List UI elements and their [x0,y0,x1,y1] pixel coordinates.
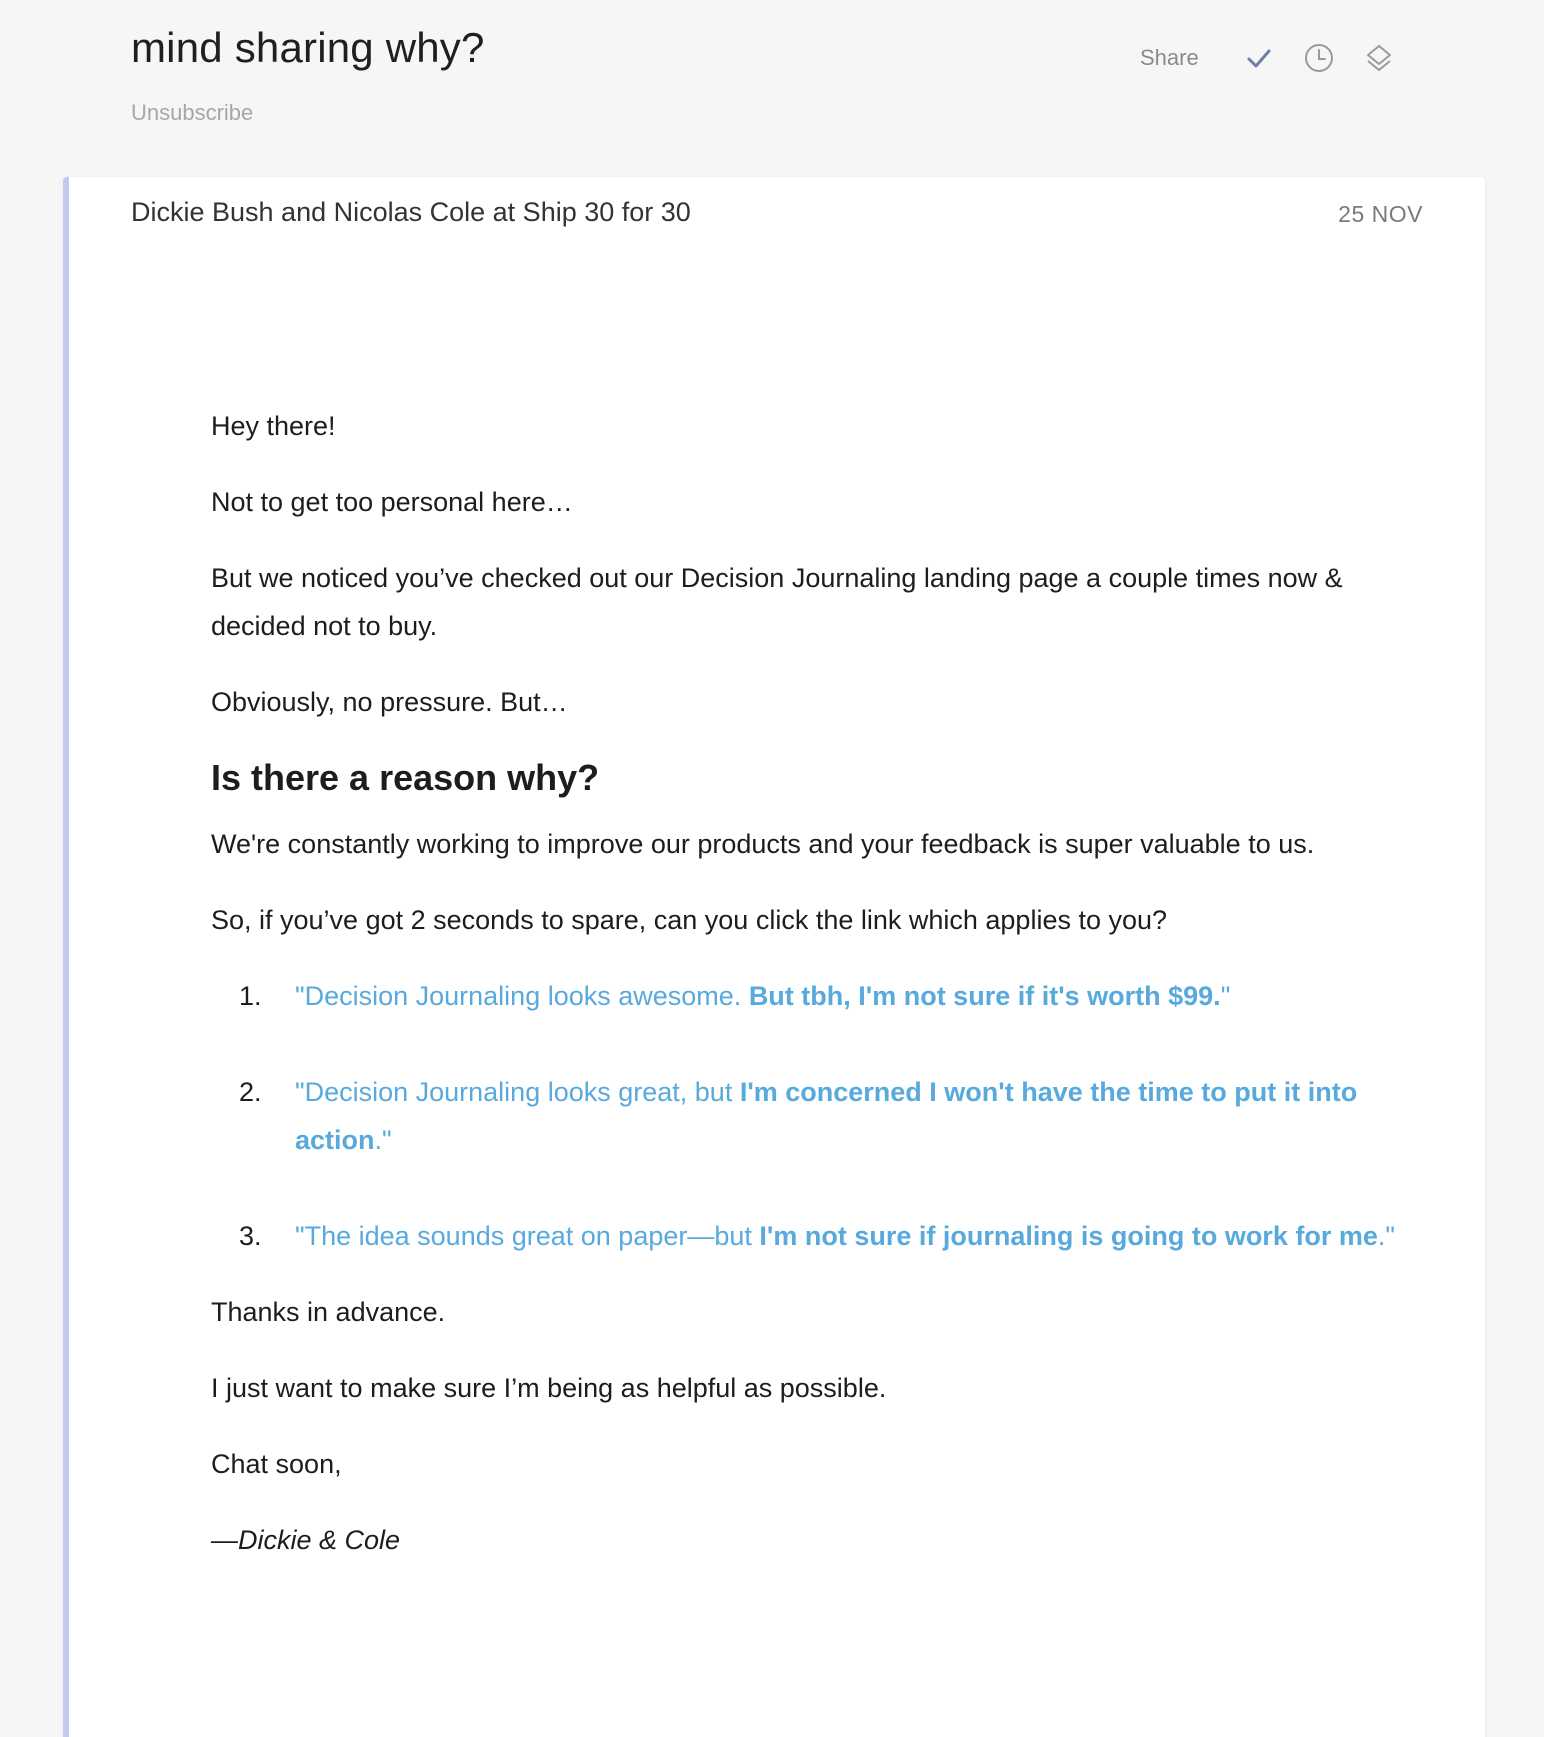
email-header [0,0,1544,175]
share-button[interactable]: Share [1140,45,1199,70]
paragraph-noticed: But we noticed you’ve checked out our Decision Journaling landing page a couple times now & decided not to buy. [211,563,1343,641]
header-actions [1140,38,1423,78]
option-number: 3. [239,1221,262,1251]
email-body [211,402,1411,1592]
email-date: 25 NOV [1338,201,1423,227]
paragraph-click-link: So, if you’ve got 2 seconds to spare, can you click the link which applies to you? [211,905,1168,935]
option-prefix: "The idea sounds great on paper—but [295,1221,760,1251]
option-link-time[interactable] [295,1077,1357,1155]
option-bold: But tbh, I'm not sure if it's worth $99. [748,981,1221,1011]
option-link-price[interactable] [295,981,1230,1011]
list-item [211,972,1411,1020]
paragraph-no-pressure: Obviously, no pressure. But… [211,687,568,717]
email-subject: mind sharing why? [131,24,485,71]
option-prefix: "Decision Journaling looks awesome. [295,981,749,1011]
check-icon[interactable] [1243,42,1275,74]
email-sender: Dickie Bush and Nicolas Cole at Ship 30 for 30 [131,197,691,227]
email-card [63,177,1485,1737]
layers-icon[interactable] [1363,42,1395,74]
section-heading: Is there a reason why? [211,757,600,798]
clock-icon[interactable] [1303,42,1335,74]
option-bold: I'm concerned I won't have the time to put it into action [295,1077,1358,1155]
closing: Chat soon, [211,1449,342,1479]
paragraph-intro: Not to get too personal here… [211,487,573,517]
feedback-options [211,972,1411,1260]
option-suffix: " [1220,981,1231,1011]
greeting: Hey there! [211,411,336,441]
paragraph-helpful: I just want to make sure I’m being as helpful as possible. [211,1373,887,1403]
unsubscribe-link[interactable]: Unsubscribe [131,100,254,125]
list-item [211,1212,1411,1260]
option-suffix: ." [1377,1221,1395,1251]
option-prefix: "Decision Journaling looks great, but [295,1077,740,1107]
option-bold: I'm not sure if journaling is going to work for me [759,1221,1378,1251]
option-suffix: ." [374,1125,392,1155]
option-link-fit[interactable] [295,1221,1395,1251]
option-number: 1. [239,981,262,1011]
option-number: 2. [239,1077,262,1107]
list-item [211,1068,1411,1164]
signature: —Dickie & Cole [211,1525,401,1555]
paragraph-thanks: Thanks in advance. [211,1297,446,1327]
paragraph-feedback: We're constantly working to improve our products and your feedback is super valuable to us. [211,829,1315,859]
